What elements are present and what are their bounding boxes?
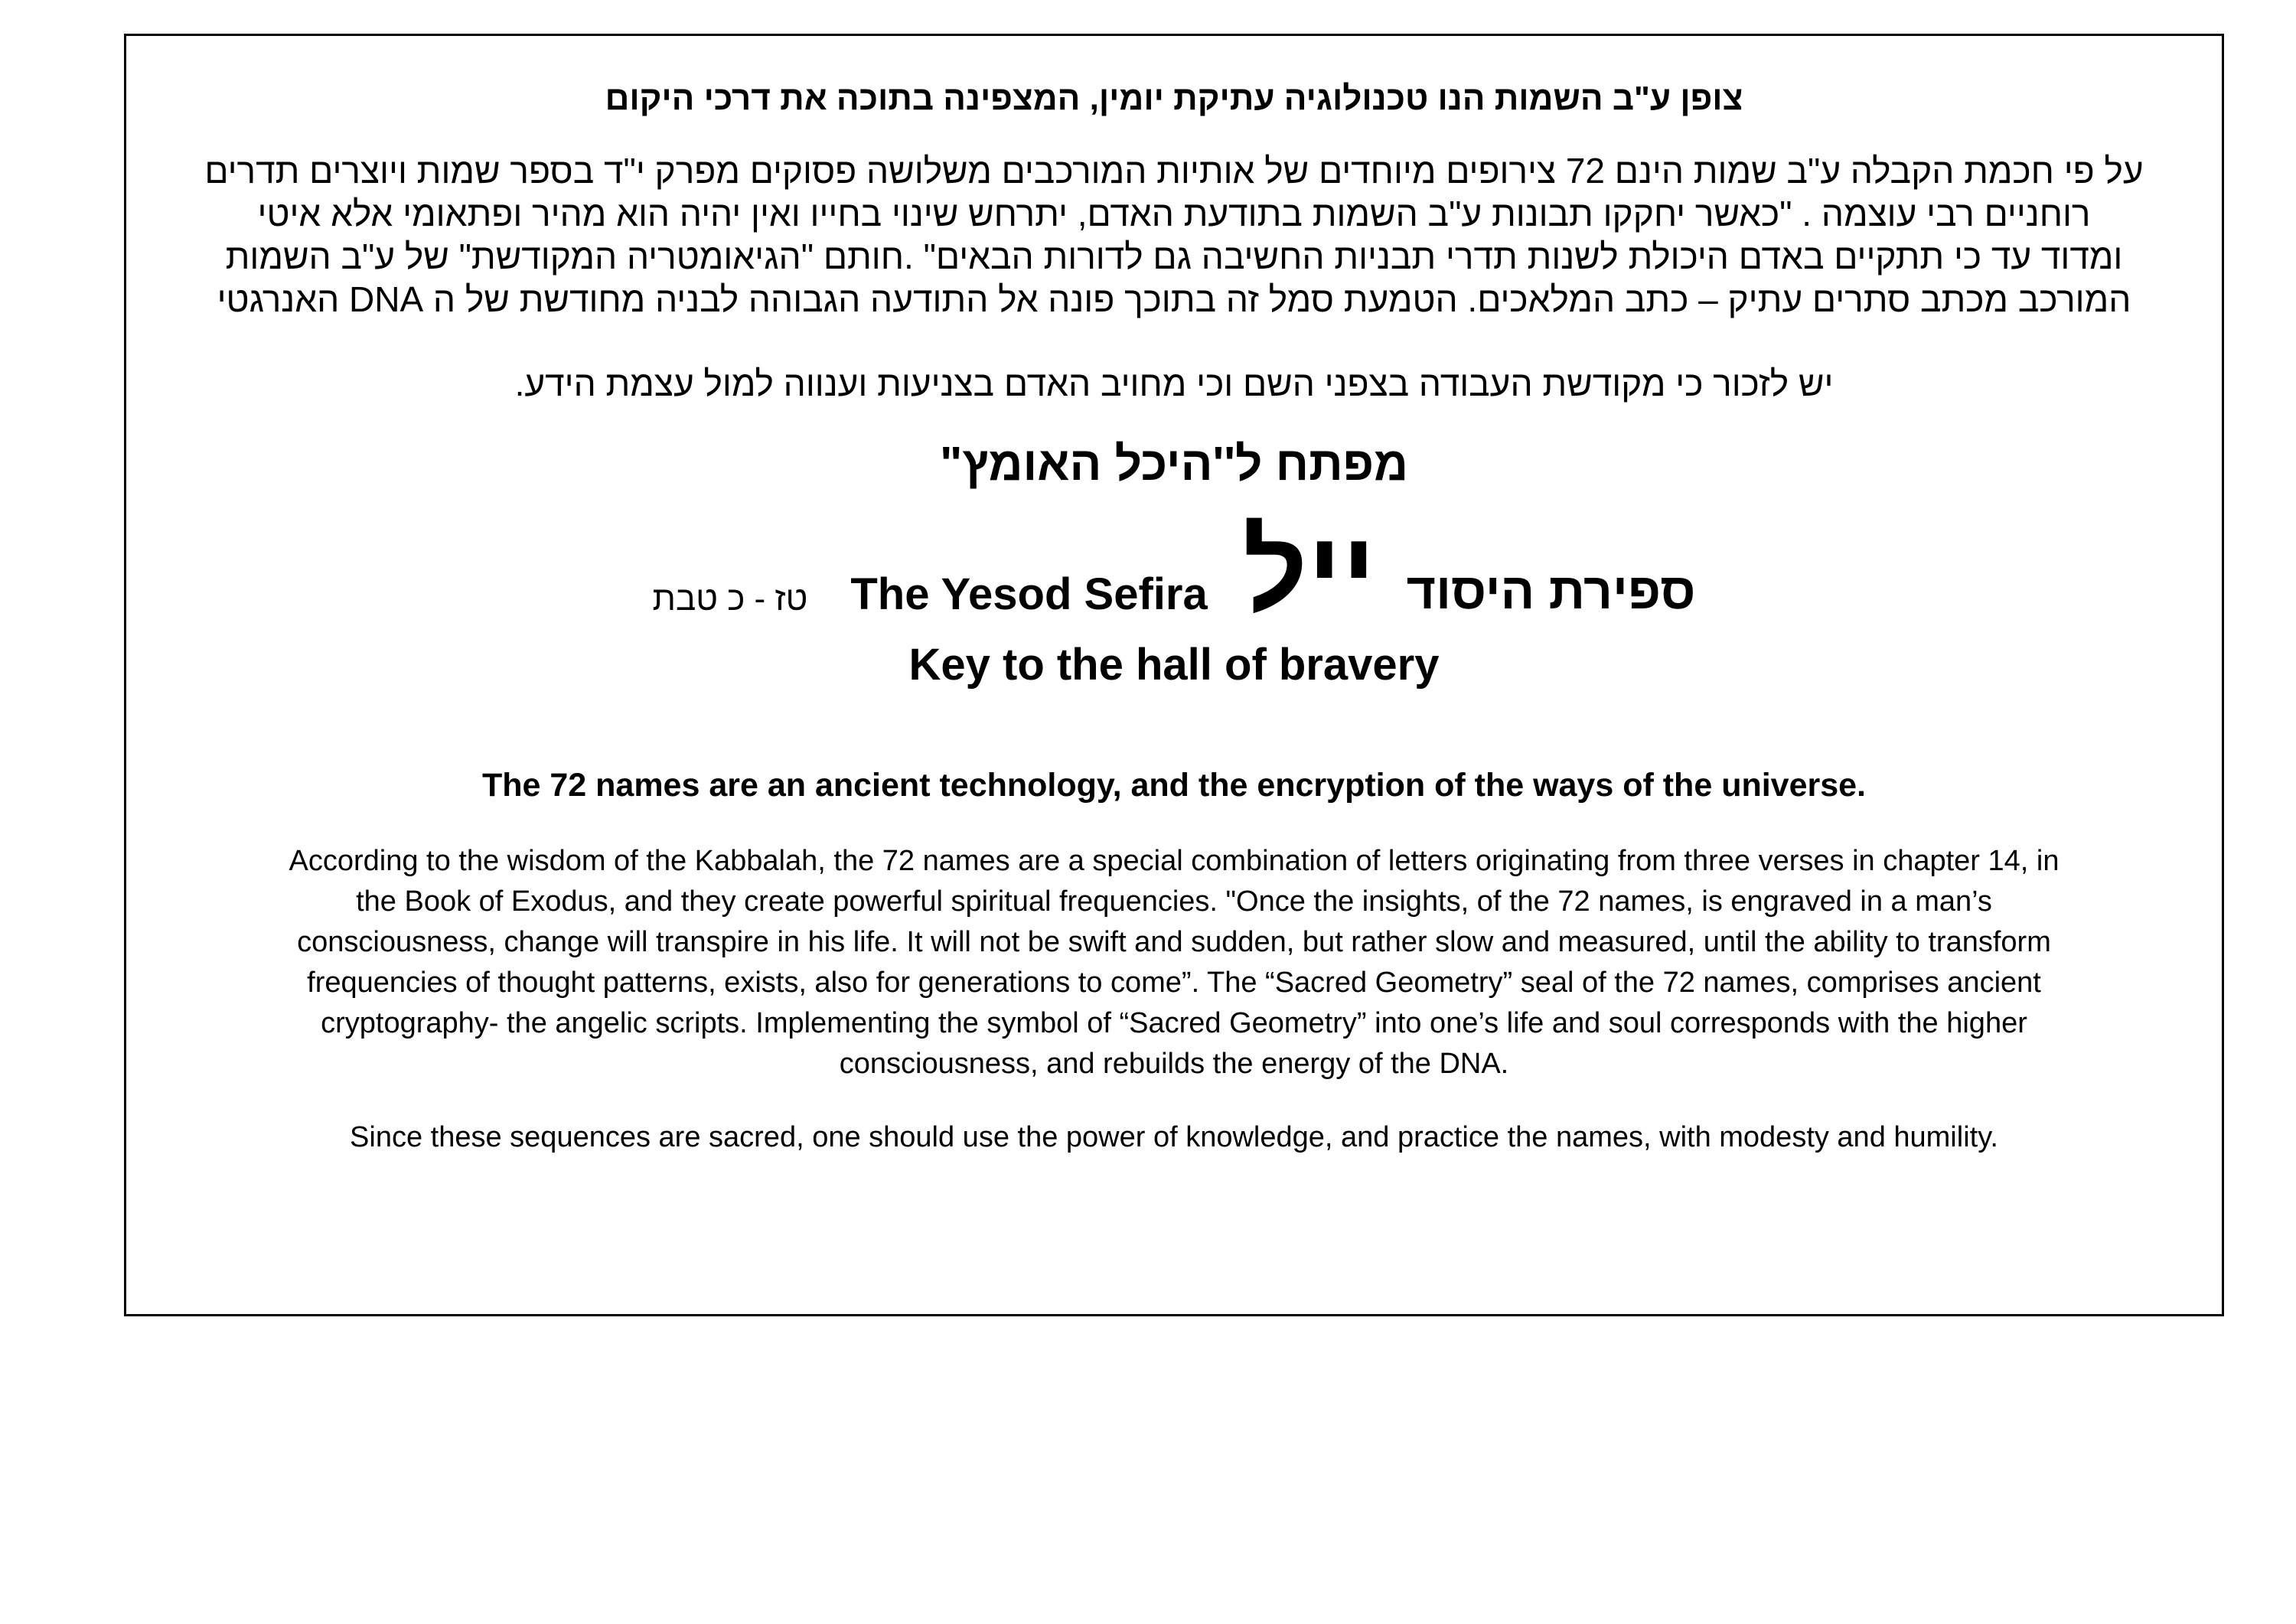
hebrew-body: [157, 149, 2191, 321]
english-key-title: Key to the hall of bravery: [908, 640, 1440, 690]
hebrew-dates: טז - כ טבת: [652, 580, 808, 618]
name-letters: ייל: [1242, 508, 1376, 634]
document-frame: [124, 34, 2224, 1316]
english-closing: Since these sequences are sacred, one should use the power of knowledge, and practice the names, with modesty and humility.: [350, 1121, 1998, 1153]
english-body-line: consciousness, change will transpire in his life. It will not be swift and sudden, but rather slow and measured, until the ability to transform: [297, 926, 2051, 958]
hebrew-body-line: רוחניים רבי עוצמה . "כאשר יחקקו תבונות ע"ב השמות בתודעת האדם, יתרחש שינוי בחייו ואין יהיה הוא מהיר ופתאומי אלא איטי: [257, 194, 2091, 233]
hebrew-note: יש לזכור כי מקודשת העבודה בצפני השם וכי מחויב האדם בצניעות וענווה למול עצמת הידע.: [514, 364, 1834, 403]
english-body: [241, 841, 2107, 1084]
english-body-line: consciousness, and rebuilds the energy of the DNA.: [839, 1048, 1509, 1080]
sefira-english-name: The Yesod Sefira: [850, 569, 1208, 619]
english-body-line: the Book of Exodus, and they create powerful spiritual frequencies. "Once the insights, of the 72 names, is engraved in a man’s: [356, 885, 1992, 918]
hebrew-body-line: על פי חכמת הקבלה ע"ב שמות הינם 72 צירופים מיוחדים של אותיות המורכבים משלושה פסוקים מפרק י"ד בספר שמות ויוצרים תדרים: [204, 151, 2144, 191]
english-body-line: frequencies of thought patterns, exists, also for generations to come”. The “Sacred Geometry” seal of the 72 names, comprises ancient: [307, 967, 2041, 999]
english-heading: The 72 names are an ancient technology, and the encryption of the ways of the universe.: [481, 767, 1867, 804]
hebrew-body-line: ומדוד עד כי תתקיים באדם היכולת לשנות תדרי תבניות החשיבה גם לדורות הבאים" .חותם "הגיאומטריה המקודשת" של ע"ב השמות: [225, 236, 2123, 276]
hebrew-key-title: מפתח ל''היכל האומץ": [939, 438, 1409, 491]
english-body-line: cryptography- the angelic scripts. Implementing the symbol of “Sacred Geometry” into one’s life and soul corresponds with the higher: [321, 1007, 2027, 1039]
sefira-row: [126, 508, 2222, 634]
hebrew-title: צופן ע"ב השמות הנו טכנולוגיה עתיקת יומין, המצפינה בתוכה את דרכי היקום: [605, 80, 1743, 117]
hebrew-body-line: המורכב מכתב סתרים עתיק – כתב המלאכים. הטמעת סמל זה בתוכך פונה אל התודעה הגבוהה לבניה מחודשת של ה DNA האנרגטי: [217, 279, 2131, 319]
english-body-line: According to the wisdom of the Kabbalah, the 72 names are a special combination of letters originating from three verses in chapter 14, in: [289, 845, 2060, 877]
sefira-hebrew-name: ספירת היסוד: [1406, 563, 1696, 619]
